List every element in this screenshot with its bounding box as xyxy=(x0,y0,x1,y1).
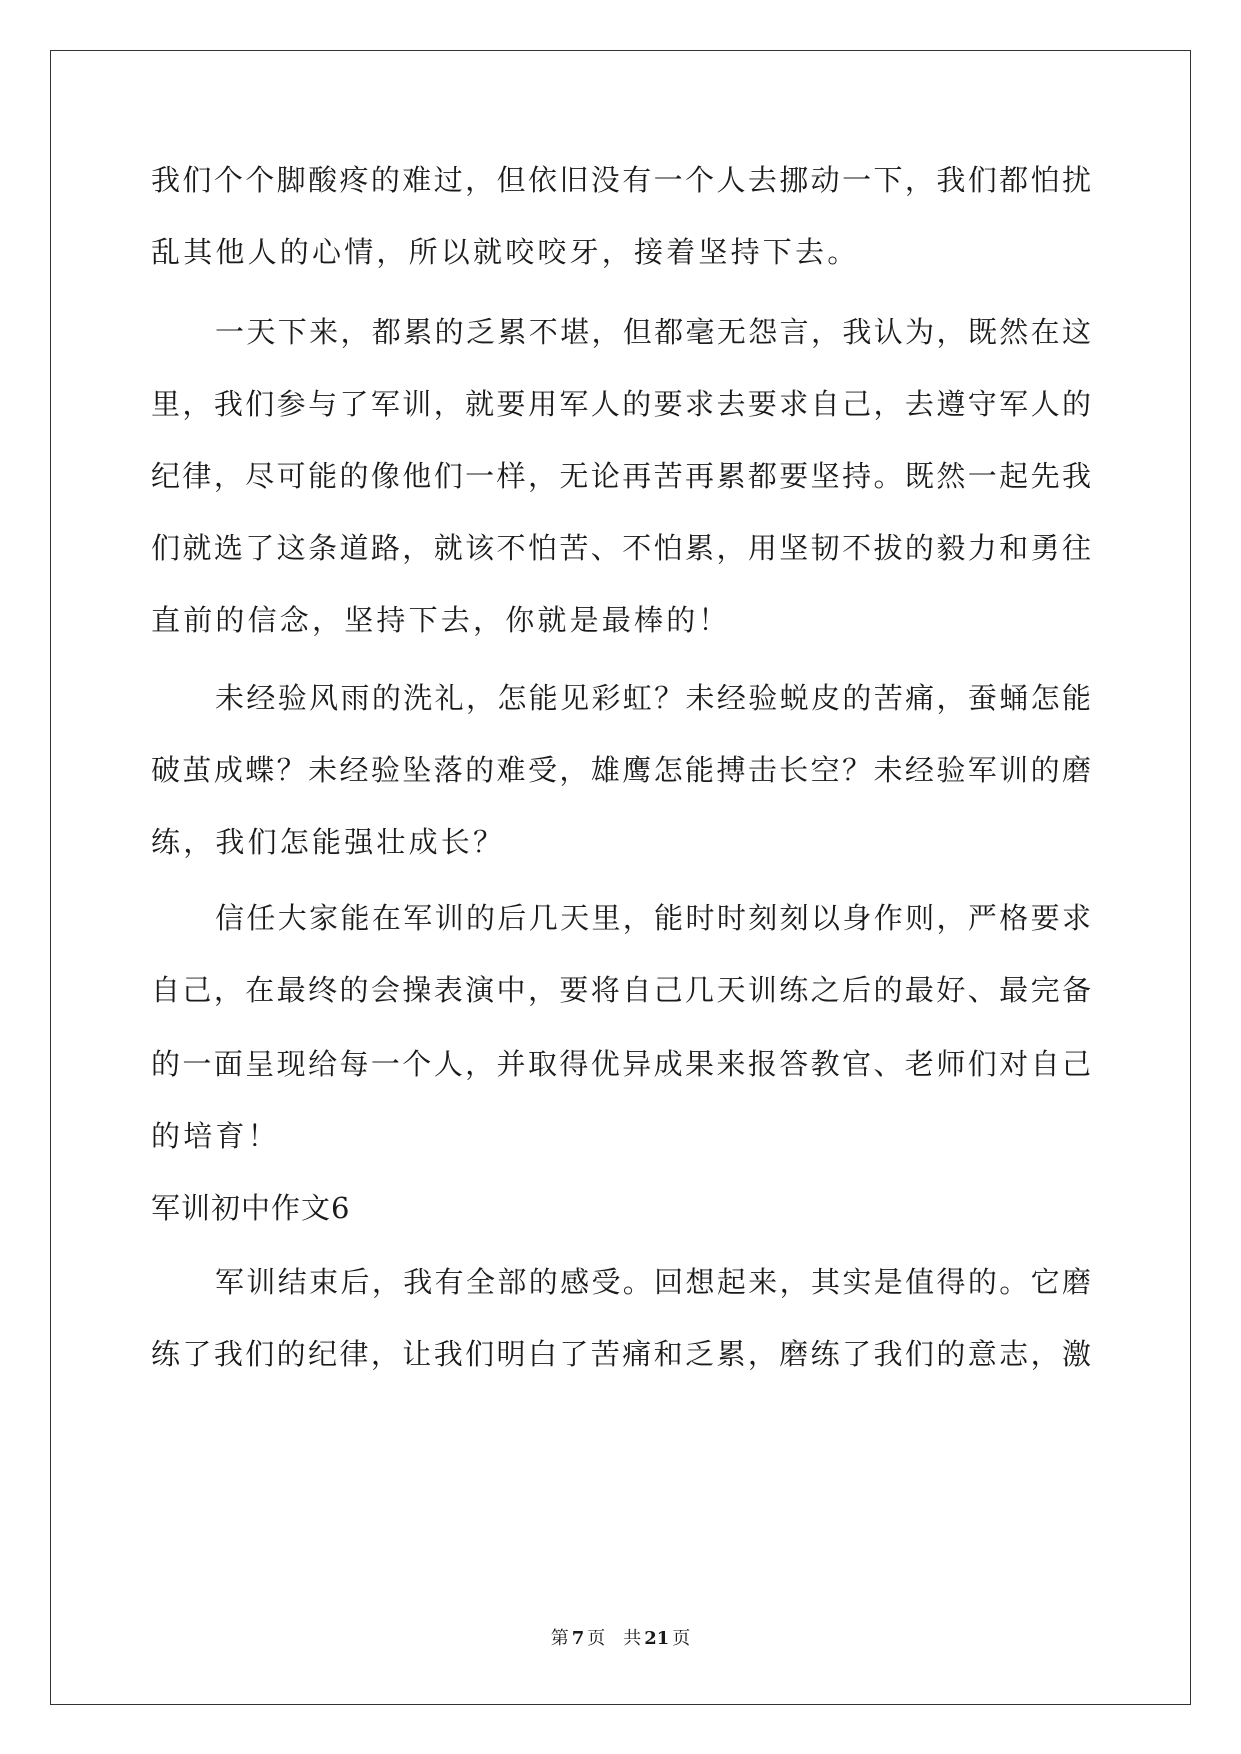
text-line: 直前的信念，坚持下去，你就是最棒的！ xyxy=(151,603,731,637)
text-line: 一天下来，都累的乏累不堪，但都毫无怨言，我认为，既然在这 xyxy=(215,315,1091,349)
page-frame xyxy=(50,50,1191,1705)
text-line: 纪律，尽可能的像他们一样，无论再苦再累都要坚持。既然一起先我 xyxy=(151,459,1091,493)
text-line: 里，我们参与了军训，就要用军人的要求去要求自己，去遵守军人的 xyxy=(151,387,1091,421)
text-line: 练，我们怎能强壮成长？ xyxy=(151,825,506,859)
text-line: 练了我们的纪律，让我们明白了苦痛和乏累，磨练了我们的意志，激 xyxy=(151,1337,1091,1371)
page-total: 21 xyxy=(644,1628,670,1649)
text-line: 我们个个脚酸疼的难过，但依旧没有一个人去挪动一下，我们都怕扰 xyxy=(151,163,1091,197)
page-number-suffix: 页 xyxy=(587,1628,606,1649)
text-line: 信任大家能在军训的后几天里，能时时刻刻以身作则，严格要求 xyxy=(215,901,1091,935)
page-number-current: 7 xyxy=(571,1628,585,1649)
page-total-suffix: 页 xyxy=(672,1628,691,1649)
text-line: 的一面呈现给每一个人，并取得优异成果来报答教官、老师们对自己 xyxy=(151,1047,1091,1081)
page-number-prefix: 第 xyxy=(550,1628,569,1649)
page-total-prefix: 共 xyxy=(623,1628,642,1649)
section-heading: 军训初中作文6 xyxy=(151,1191,351,1225)
text-line: 的培育！ xyxy=(151,1119,280,1153)
page-footer xyxy=(0,1627,1241,1651)
text-line: 自己，在最终的会操表演中，要将自己几天训练之后的最好、最完备 xyxy=(151,973,1091,1007)
text-line: 乱其他人的心情，所以就咬咬牙，接着坚持下去。 xyxy=(151,235,860,269)
text-line: 们就选了这条道路，就该不怕苦、不怕累，用坚韧不拔的毅力和勇往 xyxy=(151,531,1091,565)
text-line: 未经验风雨的洗礼，怎能见彩虹？未经验蜕皮的苦痛，蚕蛹怎能 xyxy=(215,681,1091,715)
text-line: 破茧成蝶？未经验坠落的难受，雄鹰怎能搏击长空？未经验军训的磨 xyxy=(151,753,1091,787)
text-line: 军训结束后，我有全部的感受。回想起来，其实是值得的。它磨 xyxy=(215,1265,1091,1299)
